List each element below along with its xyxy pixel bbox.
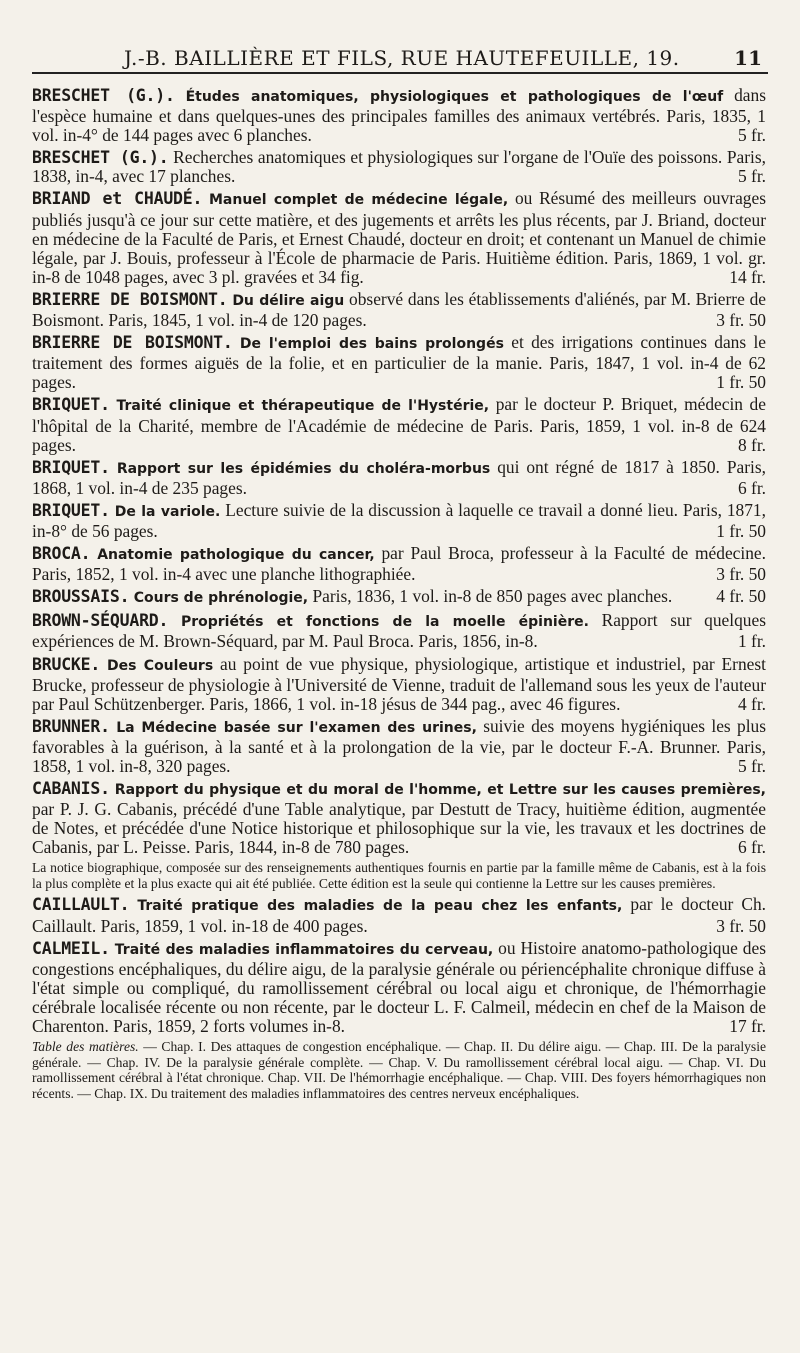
entry-title: Rapport sur les épidémies du choléra-morbus bbox=[116, 460, 491, 477]
entry-author: CAILLAULT. bbox=[32, 895, 130, 915]
catalog-entry bbox=[32, 86, 766, 145]
entry-price: 1 fr. 50 bbox=[716, 520, 766, 541]
entry-price: 4 fr. 50 bbox=[716, 586, 766, 607]
entry-title: Des Couleurs bbox=[106, 657, 214, 674]
catalog-entry bbox=[32, 611, 766, 651]
entry-price: 8 fr. bbox=[737, 434, 766, 455]
entry-text: Rapport sur quelques expériences de M. Brown-Séquard, par M. Paul Broca. Paris, 1856, in-8. bbox=[32, 610, 766, 652]
entry-title: Manuel complet de médecine légale, bbox=[208, 192, 509, 209]
entry-title: Du délire aigu bbox=[232, 292, 345, 309]
entry-price: 3 fr. 50 bbox=[716, 915, 766, 936]
entry-text: observé dans les établissements d'aliénés, par M. Brierre de Boismont. Paris, 1845, 1 vol. in-4 de 120 pages. bbox=[32, 288, 767, 331]
entry-author: BRIERRE DE BOISMONT. bbox=[32, 333, 233, 353]
entry-text: par P. J. G. Cabanis, précédé d'une Table analytique, par Destutt de Tracy, huitième édition, augmentée de Notes, et précédée d'une Notice historique et philosophique sur la vie, les travaux et les doctrines de Cabanis, par L. Peisse. Paris, 1844, in-8 de 780 pages. bbox=[32, 799, 766, 858]
entry-text: ou Histoire anatomo-pathologique des congestions encéphaliques, du délire aigu, de la paralysie générale ou périencéphalite chronique diffuse à l'état simple ou compliqué, du ramollissement cérébral ou local aigu et chronique, de l'hémorrhagie cérébrale localisée récente ou non récente, par le docteur L. F. Calmeil, médecin en chef de la Maison de Charenton. Paris, 1859, 2 forts volumes in-8. bbox=[32, 937, 766, 1037]
catalog-entry bbox=[32, 333, 766, 392]
entry-text: Recherches anatomiques et physiologiques sur l'organe de l'Ouïe des poissons. Paris, 1838, in-4, avec 17 planches. bbox=[32, 147, 766, 187]
entry-text: par le docteur P. Briquet, médecin de l'hôpital de la Charité, membre de l'Académie de médecine de Paris. Paris, 1859, 1 vol. in-8 de 624 pages. bbox=[32, 394, 766, 455]
entry-text: Paris, 1836, 1 vol. in-8 de 850 pages avec planches. bbox=[312, 586, 673, 607]
entry-price: 6 fr. bbox=[737, 477, 766, 498]
entry-text: Lecture suivie de la discussion à laquelle ce travail a donné lieu. Paris, 1871, in-8° de 56 pages. bbox=[32, 499, 766, 541]
catalog-entry bbox=[32, 587, 766, 608]
entry-price: 5 fr. bbox=[737, 125, 766, 146]
entry-title: Rapport du physique et du moral de l'homme, et Lettre sur les causes premières, bbox=[114, 782, 766, 799]
entry-price: 1 fr. bbox=[737, 631, 766, 652]
entry-title: Propriétés et fonctions de la moelle épinière. bbox=[180, 614, 589, 631]
page-header bbox=[32, 46, 768, 74]
catalog-entry bbox=[32, 939, 766, 1036]
entry-price: 6 fr. bbox=[737, 837, 766, 858]
entry-author: BRIQUET. bbox=[32, 457, 110, 477]
catalog-entry bbox=[32, 717, 766, 776]
entry-author: BRIQUET. bbox=[32, 500, 110, 520]
catalog-entry bbox=[32, 779, 766, 857]
publisher-header: J.-B. BAILLIÈRE ET FILS, RUE HAUTEFEUILLE, 19. bbox=[124, 46, 680, 70]
page-number: 11 bbox=[734, 46, 762, 70]
entry-text: au point de vue physique, physiologique, artistique et industriel, par Ernest Brucke, professeur de physiologie à l'Université de Vienne, traduit de l'allemand sous les yeux de l'auteur par Paul Schützenberger. Paris, 1866, 1 vol. in-18 jésus de 344 pag., avec 46 figures. bbox=[32, 653, 766, 714]
entry-price: 4 fr. bbox=[737, 693, 766, 714]
cabanis-note: La notice biographique, composée sur des renseignements authentiques fournis en partie par la famille même de Cabanis, est à la fois la plus complète et la plus exacte qui ait été publiée. Cette édition est la seule qui contienne la Lettre sur les causes premières. bbox=[32, 860, 766, 891]
entry-title: La Médecine basée sur l'examen des urines, bbox=[116, 719, 477, 736]
entry-text: par Paul Broca, professeur à la Faculté de médecine. Paris, 1852, 1 vol. in-4 avec une planche lithographiée. bbox=[32, 543, 766, 585]
catalog-entry bbox=[32, 501, 766, 541]
entry-author: BROCA. bbox=[32, 544, 91, 564]
entry-title: Études anatomiques, physiologiques et pathologiques de l'œuf bbox=[185, 89, 724, 105]
entry-text: par le docteur Ch. Caillault. Paris, 1859, 1 vol. in-18 de 400 pages. bbox=[32, 894, 766, 936]
entry-text: suivie des moyens hygiéniques les plus favorables à la guérison, à la santé et à la prolongation de la vie, par le docteur F.-A. Brunner. Paris, 1858, 1 vol. in-8, 320 pages. bbox=[32, 715, 766, 776]
contents-text: — Chap. I. Des attaques de congestion encéphalique. — Chap. II. Du délire aigu. — Chap. III. De la paralysie générale. — Chap. IV. De la paralysie générale complète. — Chap. V. Du ramollissement cérébral local aigu. — Chap. VI. Du ramollissement cérébral à l'état chronique. Chap. VII. De l'hémorrhagie encéphalique. — Chap. VIII. Des foyers hémorrhagiques non récents. — Chap. IX. Du traitement des maladies inflammatoires des centres nerveux encéphaliques. bbox=[32, 1039, 767, 1101]
entry-text: ou Résumé des meilleurs ouvrages publiés jusqu'à ce jour sur cette matière, et des jugements et arrêts les plus récents, par J. Briand, docteur en médecine de la Faculté de Paris, et Ernest Chaudé, docteur en droit; et contenant un Manuel de chimie légale, par J. Bouis, professeur à l'École de pharmacie de Paris. Huitième édition. Paris, 1869, 1 vol. gr. in-8 de 1048 pages, avec 3 pl. gravées et 34 fig. bbox=[32, 188, 766, 287]
entry-title: De l'emploi des bains prolongés bbox=[239, 336, 504, 353]
catalog-entry bbox=[32, 189, 766, 286]
entry-author: BRESCHET (G.). bbox=[32, 148, 169, 168]
catalog-body bbox=[32, 86, 766, 1105]
catalog-entry bbox=[32, 458, 766, 498]
entry-title: Traité pratique des maladies de la peau chez les enfants, bbox=[137, 898, 623, 915]
entry-author: BRIAND et CHAUDÉ. bbox=[32, 189, 203, 209]
entry-price: 17 fr. bbox=[729, 1016, 766, 1037]
entry-author: BRIERRE DE BOISMONT. bbox=[32, 289, 228, 309]
entry-title: Traité clinique et thérapeutique de l'Hystérie, bbox=[116, 398, 490, 415]
entry-title: Cours de phrénologie, bbox=[133, 590, 309, 607]
entry-title: De la variole. bbox=[114, 503, 221, 520]
catalog-entry bbox=[32, 895, 766, 935]
entry-author: BROUSSAIS. bbox=[32, 587, 130, 607]
entry-author: BRUCKE. bbox=[32, 654, 101, 674]
entry-price: 5 fr. bbox=[737, 166, 766, 187]
entry-title: Traité des maladies inflammatoires du cerveau, bbox=[114, 941, 494, 958]
catalog-entry bbox=[32, 290, 766, 330]
entry-price: 3 fr. 50 bbox=[716, 564, 766, 585]
catalog-entry bbox=[32, 395, 766, 454]
entry-author: BRUNNER. bbox=[32, 716, 110, 736]
entry-author: BRIQUET. bbox=[32, 395, 110, 415]
entry-price: 14 fr. bbox=[729, 266, 766, 287]
entry-price: 3 fr. 50 bbox=[716, 310, 766, 331]
entry-text: dans l'espèce humaine et dans quelques-unes des principales familles des animaux vertébrés. Paris, 1835, 1 vol. in-4° de 144 pages avec 6 planches. bbox=[32, 85, 766, 146]
entry-text: et des irrigations continues dans le traitement des formes aiguës de la folie, et en particulier de la manie. Paris, 1847, 1 vol. in-4 de 62 pages. bbox=[32, 332, 766, 393]
entry-price: 5 fr. bbox=[737, 756, 766, 776]
entry-author: BROWN-SÉQUARD. bbox=[32, 611, 169, 631]
entry-author: BRESCHET (G.). bbox=[32, 86, 175, 105]
entry-title: Anatomie pathologique du cancer, bbox=[97, 547, 375, 564]
catalog-entry bbox=[32, 148, 766, 186]
entry-text: qui ont régné de 1817 à 1850. Paris, 1868, 1 vol. in-4 de 235 pages. bbox=[32, 456, 766, 498]
catalog-entry bbox=[32, 544, 766, 584]
calmeil-contents-note bbox=[32, 1039, 766, 1101]
contents-label: Table des matières. bbox=[32, 1039, 139, 1055]
entry-author: CABANIS. bbox=[32, 779, 110, 799]
catalog-entry bbox=[32, 655, 766, 714]
entry-author: CALMEIL. bbox=[32, 938, 110, 958]
entry-price: 1 fr. 50 bbox=[716, 372, 766, 393]
